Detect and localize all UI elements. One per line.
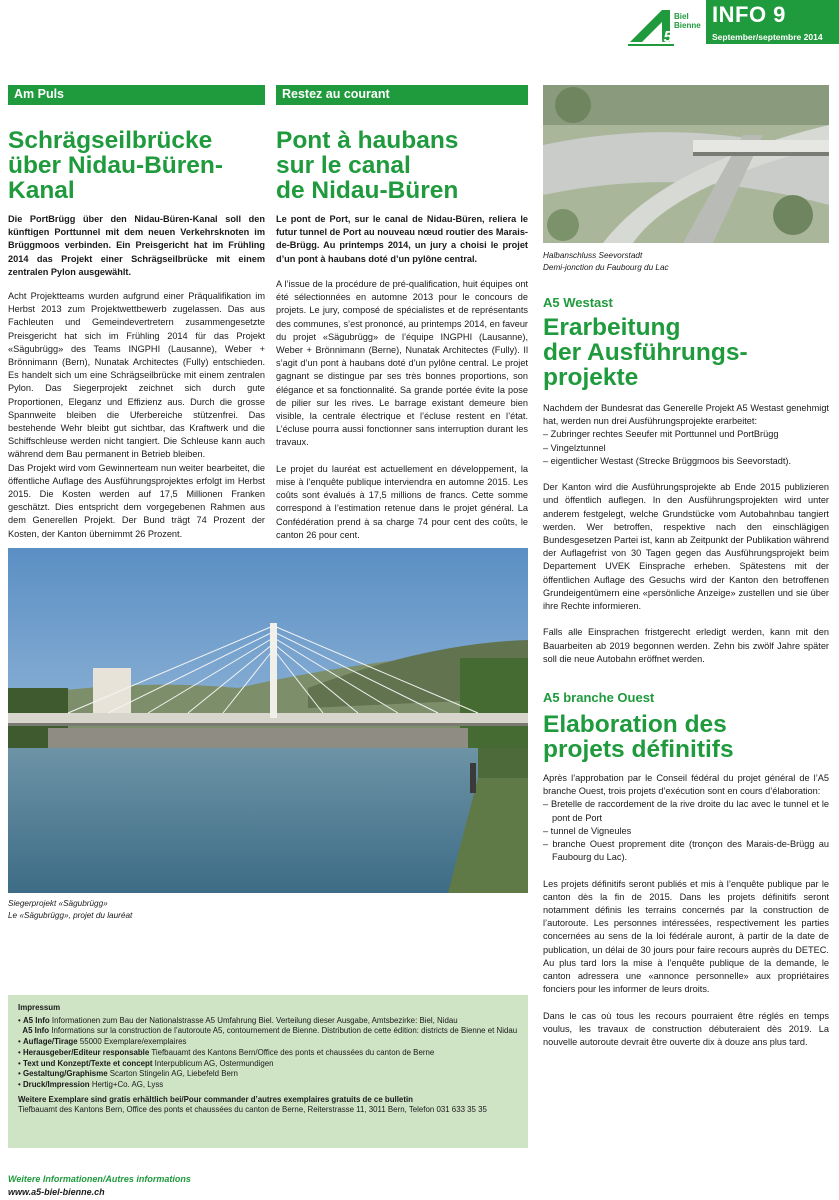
footer [8,1173,191,1199]
article-title-de [8,128,265,203]
logo-city-bienne: Bienne [674,21,701,30]
paragraph: A l’issue de la procédure de pré-qualification, huit équipes ont été sélectionnées en automne 2013 pour le concours de projets. Le jury, composé de spécialistes et de représentants des communes, s’est prononcé, au printemps 2014, en faveur du projet «Sägubrügg» de l’équipe INGPHI (Lausanne), Weber + Brönnimann (Berne), Nunatak Architectes (Fully). Il s’agit d’un pont à haubans doté d’un pylône central. Le projet gagnant se distingue par ses très bonnes proportions, son élégance et sa fonctionnalité. Sa grande portée évite la pose de pilier sur les rives. Le barrage existant demeure bien visible, la centrale électrique et l’écluse restent en l’état. L’écluse pourra aussi fonctionner sans interruption durant les travaux. [276,279,528,448]
list-item: – eigentlicher Westast (Strecke Brüggmoos bis Seevorstadt). [543,455,792,466]
title-line: projets définitifs [543,736,734,763]
issue-title: INFO 9 [712,2,786,27]
caption-line: Le «Sägubrügg», projet du lauréat [8,910,133,920]
article-lead-de: Die PortBrügg über den Nidau-Büren-Kanal soll den künftigen Porttunnel mit dem neuen Verkehrsknoten im Brüggmoos verbinden. Ein Preisgericht hat im Frühling 2014 das Projekt einer Schrägseilbrücke mit einem zentralen Pylon ausgewählt. [8,214,265,277]
paragraph: Le projet du lauréat est actuellement en développement, la mise à l’enquête publique interviendra en automne 2015. Les coûts sont évalués à 17,5 millions de francs. Cette somme correspond à l’estimation retenue dans le projet général. La Confédération prend à sa charge 74 pour cent des coûts, le canton 26 pour cent. [276,463,528,540]
section-bar-am-puls: Am Puls [8,85,265,105]
article-body-de [8,290,265,541]
paragraph: Les projets définitifs seront publiés et mis à l’enquête publique par le canton dès la fin de 2015. Dans les projets définitifs seront notamment définis les terrains concernés par la construction de l’autoroute. Les personnes intéressées, respectivement les parties concernées au sens de la loi fédérale auront, à partir de la date de publication, un délai de 30 jours pour faire recours auprès du DETEC. Au plus tard lors la mise à l’enquête publique de la demande, le canton adressera une «annonce personnelle» aux propriétaires fonciers pour les informer de leurs droits. [543,878,829,995]
bridge-photo-caption [8,898,528,921]
paragraph: Après l’approbation par le Conseil fédéral du projet général de l’A5 branche Ouest, trois projets d’exécution sont en cours d’élaboration: [543,773,829,797]
impressum-item: • Herausgeber/Editeur responsable Tiefbauamt des Kantons Bern/Office des ponts et chaussées du canton de Berne [18,1047,435,1057]
title-line: de Nidau-Büren [276,177,459,204]
paragraph: Der Kanton wird die Ausführungsprojekte ab Ende 2015 publizieren und öffentlich auflegen. In den Ausführungsprojekten wird unter anderem festgelegt, welche Grundstücke vom Autobahnbau tangiert werden. Wer betroffen, respektive nach den einschlägigen Bundesgesetzen Partei ist, kann ab Zeitpunkt der Publikation während der Auflagefrist von 30 Tagen gegen das Ausführungsprojekt beim Departement UVEK Einsprache erheben. Spätestens mit der öffentlichen Auflage des Gesuchs wird der Kanton den betroffenen Grundeigentümern eine «persönliche Anzeige» zustellen und sie über ihre Rechte informieren. [543,482,830,612]
kicker-branche-ouest: A5 branche Ouest [543,690,655,705]
impressum-item: • A5 Info Informationen zum Bau der Nationalstrasse A5 Umfahrung Biel. Verteilung dieser Ausgabe, Amtsbezirke: Biel, Nidau [18,1015,458,1025]
title-line: Erarbeitung [543,314,681,341]
paragraph: Acht Projektteams wurden aufgrund einer Präqualifikation im Herbst 2013 zum Projektwettbewerb zugelassen. Das aus Fachleuten und Gemeindevertretern zusammengesetzte Preisgericht hat sich im Frühling 2014 für das Projekt «Sägubrügg» des Teams INGPHI (Lausanne), Weber + Brönnimann (Bern), Nunatak Architectes (Fully) entschieden. Es handelt sich um eine Schrägseilbrücke mit einem zentralen Pylon. Das Siegerprojekt zeichnet sich durch gute Proportionen, Eleganz und Effizienz aus. Durch die grosse Spannweite bleiben die Uferbereiche stützenfrei. Das bestehende Wehr bleibt gut sichtbar, das Kraftwerk und die Schiffschleuse werden nicht tangiert. Die Schleuse kann auch während dem Bau permanent in Betrieb bleiben. [8,291,265,460]
article-title-fr [276,128,528,203]
paragraph: Dans le cas où tous les recours pourraient être réglés en temps voulus, les travaux de construction débuteraient dès 2019. La nouvelle autoroute devrait être ouverte dix à douze ans plus tard. [543,1010,829,1048]
project-list-de [543,428,829,468]
list-item: – tunnel de Vigneules [543,825,632,836]
svg-text:A5: A5 [652,29,673,46]
aerial-photo-caption [543,250,829,273]
title-line: über Nidau-Büren- [8,152,224,179]
a5-logo [626,2,706,46]
article-body-branche-ouest [543,772,829,1049]
article-title-westast [543,315,829,390]
aerial-rendering-photo [543,85,829,243]
footer-info-label: Weitere Informationen/Autres informations [8,1174,191,1184]
impressum-item: • Druck/Impression Hertig+Co. AG, Lyss [18,1079,164,1089]
impressum-order-text: Tiefbauamt des Kantons Bern, Office des ponts et chaussées du canton de Berne, Reiterstrasse 11, 3011 Bern, Telefon 031 633 35 35 [18,1105,487,1115]
impressum-item: A5 Info Informations sur la construction de l’autoroute A5, contournement de Bienne. Distribution de cette édition: districts de Bienne et Nidau [22,1026,518,1036]
paragraph: Falls alle Einsprachen fristgerecht erledigt werden, kann mit den Bauarbeiten ab 2019 begonnen werden. Zehn bis zwölf Jahre später soll die neue Autobahn eröffnet werden. [543,627,829,664]
title-line: der Ausführungs- [543,339,748,366]
bridge-photo [8,548,528,893]
article-body-fr [276,278,528,542]
issue-box [706,0,839,44]
article-title-branche-ouest [543,712,829,762]
title-line: Pont à haubans [276,127,459,154]
logo-city-biel: Biel [674,12,689,21]
impressum-item: • Text und Konzept/Texte et concept Interpublicum AG, Ostermundigen [18,1058,274,1068]
project-list-fr [543,798,829,864]
impressum-box [8,995,528,1148]
issue-date: September/septembre 2014 [712,32,823,42]
caption-line: Siegerprojekt «Sägubrügg» [8,899,108,908]
a5-logo-icon [626,2,676,46]
list-item: – Vingelztunnel [543,442,606,453]
paragraph: Das Projekt wird vom Gewinnerteam nun weiter bearbeitet, die öffentliche Auflage des Ausführungsprojektes erfolgt im Herbst 2015. Die Kosten werden auf 17,5 Millionen Franken geschätzt. Dies entspricht dem vorgegebenen Rahmen aus dem Generellen Projekt. Der Bund trägt 74 Prozent der Kosten, der Kanton übernimmt 26 Prozent. [8,462,265,539]
caption-line: Demi-jonction du Faubourg du Lac [543,262,669,272]
title-line: Elaboration des [543,711,727,738]
title-line: Kanal [8,177,75,204]
article-body-westast [543,402,829,666]
title-line: Schrägseilbrücke [8,127,213,154]
impressum-title: Impressum [18,1003,61,1012]
title-line: sur le canal [276,152,411,179]
kicker-westast: A5 Westast [543,295,613,310]
list-item: – Zubringer rechtes Seeufer mit Porttunnel und PortBrügg [543,429,779,440]
impressum-item: • Gestaltung/Graphisme Scarton Stingelin AG, Liebefeld Bern [18,1069,238,1079]
list-item: – Bretelle de raccordement de la rive droite du lac avec le tunnel et le pont de Port [543,799,829,823]
caption-line: Halbanschluss Seevorstadt [543,251,643,260]
article-lead-fr: Le pont de Port, sur le canal de Nidau-Büren, reliera le futur tunnel de Port au nouveau nœud routier des Marais-de-Brügg. Au printemps 2014, un jury a choisi le projet d’un pont à haubans doté d’un pylône central. [276,214,528,264]
impressum-order-title: Weitere Exemplare sind gratis erhältlich bei/Pour commander d’autres exemplaires gratuits de ce bulletin [18,1094,413,1104]
section-bar-restez-au-courant: Restez au courant [276,85,528,105]
impressum-item: • Auflage/Tirage 55000 Exemplare/exemplaires [18,1037,187,1047]
paragraph: Nachdem der Bundesrat das Generelle Projekt A5 Westast genehmigt hat, werden nun drei Ausführungsprojekte erarbeitet: [543,403,829,427]
footer-website-link[interactable]: www.a5-biel-bienne.ch [8,1187,105,1197]
title-line: projekte [543,364,639,391]
list-item: – branche Ouest proprement dite (tronçon des Marais-de-Brügg au Faubourg du Lac). [543,839,829,863]
